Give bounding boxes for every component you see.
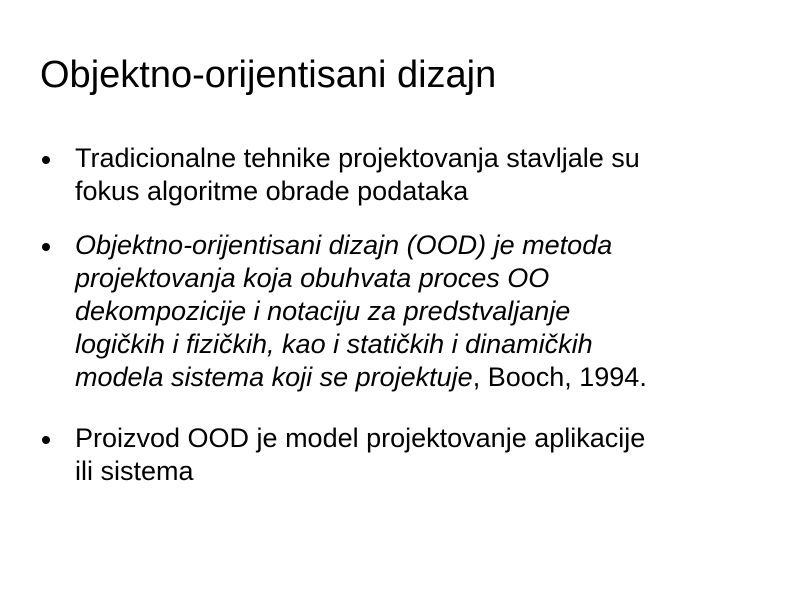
- bullet-text: [75, 142, 765, 208]
- bullet-line: logičkih i fizičkih, kao i statičkih i dinamičkih: [75, 329, 593, 359]
- bullet-line: Tradicionalne tehnike projektovanja stavljale su: [75, 143, 640, 173]
- bullet-line: dekompozicije i notaciju za predstvaljanje: [75, 296, 571, 326]
- bullet-dot-icon: [42, 436, 50, 444]
- bullet-line-last: [75, 361, 765, 394]
- citation: , Booch, 1994.: [472, 362, 647, 392]
- bullet-line: fokus algoritme obrade podataka: [75, 176, 469, 206]
- slide-title: Objektno-orijentisani dizajn: [40, 54, 497, 96]
- bullet-text: [75, 229, 765, 394]
- bullet-dot-icon: [42, 156, 50, 164]
- bullet-text: [75, 422, 765, 488]
- bullet-dot-icon: [42, 243, 50, 251]
- bullet-line: projektovanja koja obuhvata proces OO: [75, 263, 550, 293]
- bullet-line: Proizvod OOD je model projektovanje aplikacije: [75, 423, 646, 453]
- bullet-line: Objektno-orijentisani dizajn (OOD) je metoda: [75, 230, 613, 260]
- bullet-line: ili sistema: [75, 456, 194, 486]
- bullet-line-italic: modela sistema koji se projektuje: [75, 362, 473, 392]
